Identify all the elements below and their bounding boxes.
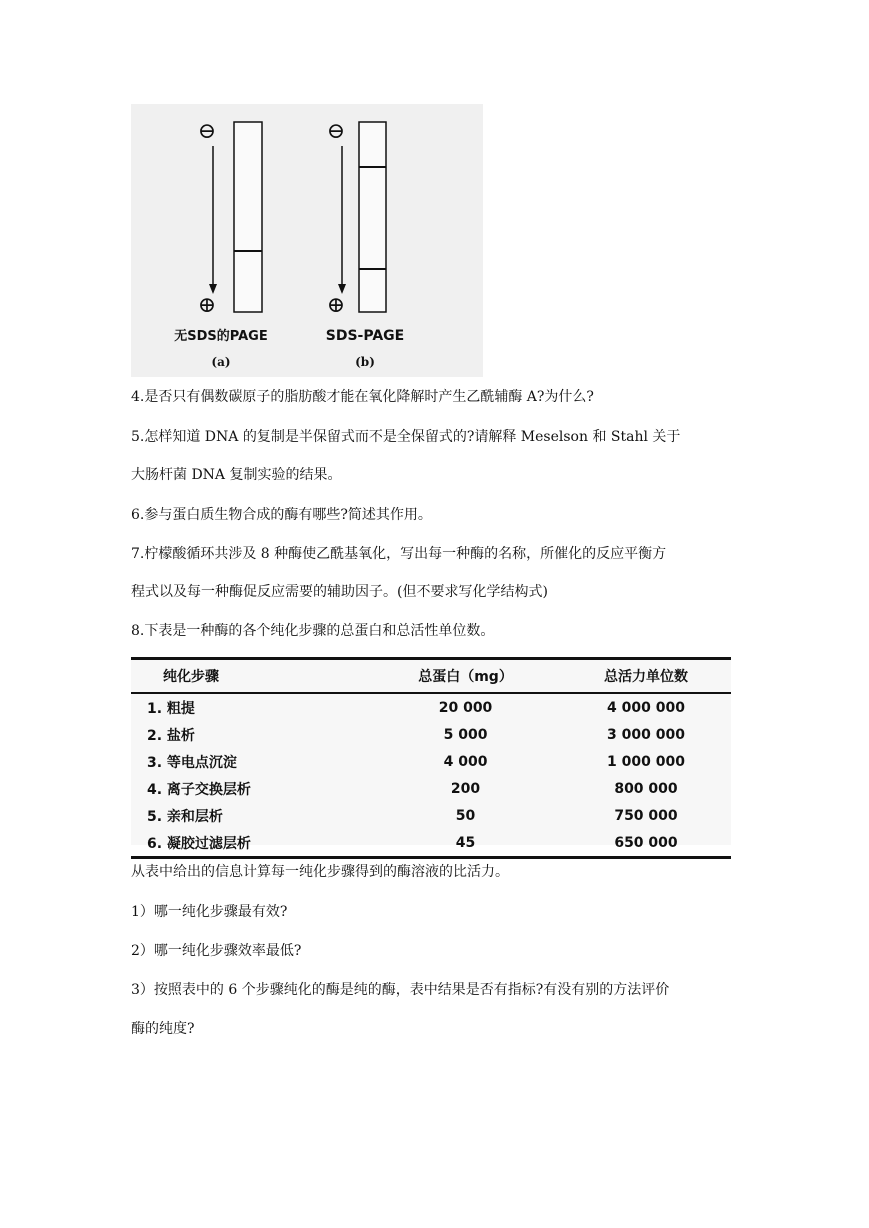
- cell-protein: 4 000: [443, 753, 488, 770]
- cell-protein: 50: [455, 807, 476, 824]
- question-7-line-1: 7.柠檬酸循环共涉及 8 种酶使乙酰基氧化，写出每一种酶的名称，所催化的反应平衡方: [131, 546, 667, 562]
- header-step: 纯化步骤: [163, 669, 219, 685]
- cell-step: 1. 粗提: [147, 700, 195, 717]
- question-4: 4.是否只有偶数碳原子的脂肪酸才能在氧化降解时产生乙酰辅酶 A?为什么?: [131, 389, 594, 405]
- question-8: 8.下表是一种酶的各个纯化步骤的总蛋白和总活性单位数。: [131, 623, 495, 639]
- specific-activity-instruction: 从表中给出的信息计算每一纯化步骤得到的酶溶液的比活力。: [131, 864, 509, 880]
- header-total-protein: 总蛋白（mg）: [418, 669, 513, 685]
- table-header-row: [131, 659, 731, 694]
- plus-electrode-icon-a: ⊕: [197, 293, 217, 318]
- table-row: [131, 693, 731, 721]
- table-row: [131, 775, 731, 802]
- question-5-line-2: 大肠杆菌 DNA 复制实验的结果。: [131, 467, 342, 483]
- cell-activity: 1 000 000: [607, 753, 685, 770]
- gel-electrophoresis-figure: [131, 104, 483, 377]
- cell-step: 5. 亲和层析: [147, 808, 223, 825]
- question-5-line-1: 5.怎样知道 DNA 的复制是半保留式而不是全保留式的?请解释 Meselson 和 Stahl 关于: [131, 429, 681, 445]
- sub-question-3-line-1: 3）按照表中的 6 个步骤纯化的酶是纯的酶，表中结果是否有指标?有没有别的方法评价: [131, 982, 670, 998]
- label-b: (b): [355, 355, 375, 369]
- cell-activity: 800 000: [614, 780, 678, 797]
- plus-electrode-icon-b: ⊕: [326, 293, 346, 318]
- minus-electrode-icon-b: ⊖: [326, 119, 346, 144]
- question-7-line-2: 程式以及每一种酶促反应需要的辅助因子。(但不要求写化学结构式): [131, 584, 548, 600]
- sub-question-1: 1）哪一纯化步骤最有效?: [131, 904, 288, 920]
- purification-table: [131, 657, 731, 859]
- gel-lane-b: [359, 122, 386, 312]
- cell-protein: 20 000: [438, 699, 493, 716]
- cell-step: 4. 离子交换层析: [147, 781, 251, 798]
- table-row: [131, 748, 731, 775]
- cell-activity: 4 000 000: [607, 699, 685, 716]
- question-6: 6.参与蛋白质生物合成的酶有哪些?简述其作用。: [131, 507, 432, 523]
- sub-question-3-line-2: 酶的纯度?: [131, 1021, 195, 1037]
- minus-electrode-icon-a: ⊖: [197, 119, 217, 144]
- table-row: [131, 721, 731, 748]
- purification-table-image: [131, 657, 731, 852]
- cell-activity: 650 000: [614, 834, 678, 851]
- cell-protein: 45: [455, 834, 476, 851]
- gel-lane-a: [234, 122, 262, 312]
- cell-activity: 3 000 000: [607, 726, 685, 743]
- cell-protein: 200: [450, 780, 481, 797]
- table-row: [131, 802, 731, 829]
- label-a: (a): [211, 355, 231, 369]
- caption-a: 无SDS的PAGE: [174, 329, 268, 344]
- header-total-activity: 总活力单位数: [604, 669, 688, 685]
- sub-question-2: 2）哪一纯化步骤效率最低?: [131, 943, 302, 959]
- gel-diagram: [131, 104, 483, 377]
- cell-protein: 5 000: [443, 726, 488, 743]
- cell-activity: 750 000: [614, 807, 678, 824]
- cell-step: 3. 等电点沉淀: [147, 754, 237, 771]
- cell-step: 2. 盐析: [147, 727, 195, 744]
- caption-b: SDS-PAGE: [325, 328, 405, 344]
- cell-step: 6. 凝胶过滤层析: [147, 835, 251, 852]
- table-row: [131, 829, 731, 858]
